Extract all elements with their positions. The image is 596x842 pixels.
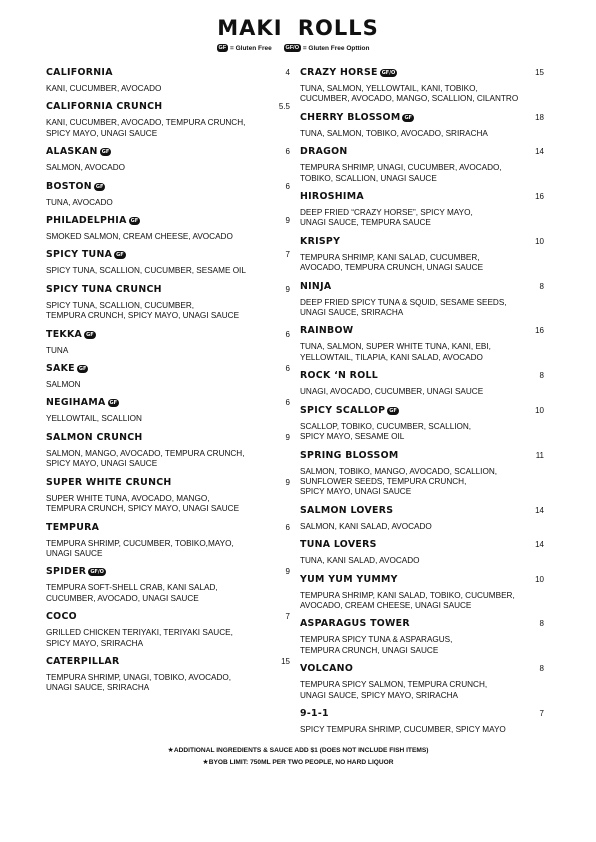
menu-item-description-line: TUNA, AVOCADO	[46, 197, 113, 207]
menu-item	[300, 662, 544, 701]
menu-item-name-text: SPIDER	[46, 566, 87, 578]
menu-item-description-line: AVOCADO, CREAM CHEESE, UNAGI SAUCE	[300, 600, 472, 610]
menu-item-description-line: KANI, CUCUMBER, AVOCADO	[46, 84, 162, 93]
menu-item-description-line: DEEP FRIED SPICY TUNA & SQUID, SESAME SEEDS,	[300, 297, 507, 307]
menu-item-name-text: KRISPY	[300, 235, 341, 247]
menu-item-name-text: YUM YUM YUMMY	[300, 573, 398, 585]
menu-title: MAKI ROLLS	[217, 16, 379, 40]
menu-column-left	[46, 66, 290, 694]
menu-footer	[0, 745, 596, 768]
menu-item-price: 7	[285, 612, 290, 622]
menu-item-name	[46, 248, 286, 262]
menu-item-description	[300, 518, 540, 532]
menu-item-name	[300, 538, 540, 552]
menu-item-description-line: SPICY MAYO, UNAGI SAUCE	[46, 459, 158, 469]
menu-item-name	[46, 362, 286, 376]
menu-item-description-line: SPICY MAYO, UNAGI SAUCE	[46, 128, 158, 138]
menu-item-name-text: CALIFORNIA	[46, 67, 113, 78]
menu-item-name	[46, 328, 286, 342]
menu-item-description	[300, 463, 540, 498]
menu-item-price: 14	[535, 505, 544, 515]
menu-item	[300, 573, 544, 612]
menu-item-name	[300, 617, 540, 631]
menu-item-price: 9	[285, 477, 290, 487]
menu-item	[46, 248, 290, 276]
menu-item-description-line: GRILLED CHICKEN TERIYAKI, TERIYAKI SAUCE,	[46, 628, 233, 638]
menu-item-price: 6	[285, 364, 290, 374]
gluten-free-badge: GF	[109, 400, 118, 407]
menu-item-name-text: SALMON CRUNCH	[46, 431, 143, 443]
menu-item-description-line: TUNA, KANI SALAD, AVOCADO	[300, 556, 420, 566]
menu-item-name-text: CALIFORNIA CRUNCH	[46, 101, 163, 113]
menu-item-price: 6	[285, 398, 290, 408]
menu-item-name	[46, 214, 286, 228]
menu-item-price: 10	[535, 405, 544, 415]
gluten-free-option-badge: GF/O	[285, 45, 299, 51]
menu-item-price: 9	[285, 284, 290, 294]
menu-item-name	[46, 431, 286, 445]
menu-item-description	[300, 418, 540, 443]
menu-item-description-line: TEMPURA SPICY SALMON, TEMPURA CRUNCH,	[300, 680, 488, 690]
menu-item-price: 4	[285, 68, 290, 77]
menu-item-description-line: KANI, CUCUMBER, AVOCADO, TEMPURA CRUNCH,	[46, 118, 246, 128]
menu-item-description-line: YELLOWTAIL, TILAPIA, KANI SALAD, AVOCADO	[300, 352, 483, 362]
menu-item-description-line: UNAGI SAUCE	[46, 548, 103, 558]
gluten-legend	[0, 44, 596, 52]
menu-item-name	[300, 662, 540, 676]
menu-item-description-line: SPICY TUNA, SCALLION, CUCUMBER, SESAME OIL	[46, 266, 246, 276]
menu-item-description-line: SMOKED SALMON, CREAM CHEESE, AVOCADO	[46, 232, 233, 242]
menu-item-price: 8	[539, 619, 544, 629]
menu-item-name-text: SPICY TUNA CRUNCH	[46, 283, 162, 295]
menu-item	[46, 66, 290, 94]
menu-item-description-line: SPICY MAYO, SESAME OIL	[300, 432, 405, 442]
menu-item	[46, 214, 290, 242]
menu-item-description	[300, 383, 540, 397]
menu-item-price: 16	[535, 326, 544, 336]
gluten-free-badge: GF	[404, 114, 412, 121]
menu-item	[300, 111, 544, 139]
menu-item-price: 16	[535, 192, 544, 202]
menu-item-description	[46, 410, 286, 424]
menu-item-description	[300, 80, 540, 105]
menu-item-description-line: DEEP FRIED “CRAZY HORSE”, SPICY MAYO,	[300, 208, 473, 218]
menu-item-description-line: SPICY TUNA, SCALLION, CUCUMBER,	[46, 300, 195, 310]
menu-item-description	[46, 535, 286, 560]
menu-item-description	[46, 194, 286, 208]
gluten-free-badge: GF	[116, 252, 124, 259]
menu-item-name-text: CRAZY HORSE	[300, 67, 378, 78]
menu-item-name-text: TUNA LOVERS	[300, 539, 377, 551]
menu-item-description-line: UNAGI SAUCE, SRIRACHA	[300, 308, 404, 318]
menu-item-name	[46, 655, 286, 669]
gluten-free-badge: GF	[101, 149, 110, 156]
menu-item-description-line: TEMPURA CRUNCH, UNAGI SAUCE	[300, 645, 439, 655]
menu-item-name-text: VOLCANO	[300, 663, 354, 675]
menu-item-price: 10	[535, 574, 544, 584]
menu-item	[46, 100, 290, 139]
menu-item-description-line: UNAGI, AVOCADO, CUCUMBER, UNAGI SAUCE	[300, 387, 484, 397]
menu-item-description	[46, 159, 286, 173]
menu-item-name	[46, 180, 286, 194]
menu-item-name	[300, 324, 540, 338]
menu-item-name-text: NINJA	[300, 280, 332, 292]
gluten-free-label: = Gluten Free	[230, 44, 272, 52]
menu-item-price: 10	[535, 236, 544, 246]
menu-item-description-line: TEMPURA SOFT-SHELL CRAB, KANI SALAD,	[46, 583, 218, 593]
menu-item-name-text: PHILADELPHIA	[46, 215, 127, 227]
menu-item-description	[300, 294, 540, 319]
menu-item	[300, 66, 544, 105]
gluten-free-badge: GF/O	[381, 70, 396, 76]
menu-item-description	[46, 579, 286, 604]
menu-item-price: 8	[539, 281, 544, 291]
menu-item-description-line: TEMPURA SHRIMP, UNAGI, TOBIKO, AVOCADO,	[46, 672, 232, 682]
menu-item-description-line: SUPER WHITE TUNA, AVOCADO, MANGO,	[46, 493, 210, 503]
menu-item	[46, 145, 290, 173]
menu-column-right	[300, 66, 544, 735]
menu-item-description-line: SPICY MAYO, UNAGI SAUCE	[300, 487, 412, 497]
menu-item-description	[300, 204, 540, 229]
menu-item-price: 6	[285, 181, 290, 191]
menu-item	[46, 180, 290, 208]
menu-item-name	[46, 283, 286, 297]
menu-item	[300, 707, 544, 735]
menu-item-description	[46, 490, 286, 515]
menu-item-name-text: DRAGON	[300, 146, 348, 158]
menu-item-description-line: SALMON, KANI SALAD, AVOCADO	[300, 521, 432, 531]
menu-item	[300, 190, 544, 229]
menu-item-name	[46, 521, 286, 535]
star-icon: ★	[167, 747, 174, 754]
menu-item	[300, 235, 544, 274]
menu-item-description-line: TEMPURA SPICY TUNA & ASPARAGUS,	[300, 635, 453, 645]
menu-item	[46, 431, 290, 470]
menu-item-name	[300, 145, 540, 159]
menu-item-description-line: SCALLOP, TOBIKO, CUCUMBER, SCALLION,	[300, 421, 472, 431]
menu-item-price: 9	[285, 216, 290, 226]
menu-item-name-text: TEMPURA	[46, 521, 100, 533]
menu-item-description-line: SPICY TEMPURA SHRIMP, CUCUMBER, SPICY MAYO	[300, 724, 506, 734]
menu-item-name	[300, 707, 540, 721]
menu-item-price: 6	[285, 522, 290, 532]
menu-item-price: 15	[535, 68, 544, 77]
menu-item-price: 9	[285, 567, 290, 577]
menu-item-description-line: TEMPURA SHRIMP, KANI SALAD, CUCUMBER,	[300, 252, 480, 262]
menu-item-name	[300, 449, 540, 463]
menu-item-price: 15	[281, 656, 290, 666]
menu-item-description-line: CUCUMBER, AVOCADO, UNAGI SAUCE	[46, 593, 199, 603]
gluten-free-badge: GF	[86, 331, 94, 338]
menu-item-description	[46, 297, 286, 322]
footer-note-text: BYOB LIMIT: 750ML PER TWO PEOPLE, NO HARD LIQUOR	[208, 758, 394, 766]
menu-item-description	[300, 552, 540, 566]
menu-item-description	[46, 262, 286, 276]
menu-item	[46, 283, 290, 322]
footer-note	[0, 745, 596, 757]
menu-item-description-line: TUNA, SALMON, YELLOWTAIL, KANI, TOBIKO,	[300, 84, 478, 93]
menu-item	[300, 449, 544, 498]
menu-item-name-text: CATERPILLAR	[46, 655, 120, 667]
menu-item-name	[46, 145, 286, 159]
menu-item-name-text: COCO	[46, 611, 77, 623]
menu-item-name-text: CHERRY BLOSSOM	[300, 111, 401, 123]
menu-item	[46, 396, 290, 424]
menu-item-description-line: SALMON, AVOCADO	[46, 163, 126, 173]
menu-item	[300, 617, 544, 656]
menu-item-price: 14	[535, 147, 544, 157]
gluten-free-badge: GF	[130, 218, 139, 225]
menu-item-description-line: TEMPURA SHRIMP, UNAGI, CUCUMBER, AVOCADO,	[300, 163, 502, 173]
menu-item-description-line: TOBIKO, SCALLION, UNAGI SAUCE	[300, 173, 437, 183]
menu-item-price: 6	[285, 329, 290, 339]
menu-item-name-text: TEKKA	[46, 328, 83, 340]
star-icon: ★	[202, 758, 209, 766]
menu-item	[46, 521, 290, 560]
menu-item-description-line: TEMPURA CRUNCH, SPICY MAYO, UNAGI SAUCE	[46, 504, 240, 514]
menu-item-price: 8	[539, 664, 544, 674]
menu-item-name-text: SUPER WHITE CRUNCH	[46, 476, 172, 488]
gluten-free-badge: GF	[389, 407, 397, 414]
menu-item-description-line: SUNFLOWER SEEDS, TEMPURA CRUNCH,	[300, 476, 467, 486]
menu-item-name	[46, 66, 286, 80]
menu-item-description-line: TUNA	[46, 345, 69, 355]
gluten-free-badge: GF	[218, 45, 227, 51]
menu-item-name-text: SALMON LOVERS	[300, 504, 394, 516]
menu-item-description	[46, 669, 286, 694]
menu-item-description-line: CUCUMBER, AVOCADO, MANGO, SCALLION, CILANTRO	[300, 94, 519, 104]
menu-item-description-line: TUNA, SALMON, TOBIKO, AVOCADO, SRIRACHA	[300, 128, 488, 138]
menu-item-description-line: SALMON, TOBIKO, MANGO, AVOCADO, SCALLION,	[300, 466, 498, 476]
menu-item-description	[46, 376, 286, 390]
menu-item	[300, 280, 544, 319]
menu-item-name-text: SAKE	[46, 363, 75, 375]
gluten-free-badge: GF	[95, 183, 104, 190]
menu-item-name-text: ASPARAGUS TOWER	[300, 618, 410, 630]
menu-item-price: 14	[535, 540, 544, 550]
menu-item	[300, 504, 544, 532]
menu-item-description	[46, 342, 286, 356]
menu-item-description	[300, 721, 540, 735]
menu-item-price: 9	[285, 432, 290, 442]
menu-item-price: 7	[285, 250, 290, 260]
menu-item	[46, 655, 290, 694]
menu-item	[46, 362, 290, 390]
menu-item-price: 11	[535, 450, 544, 460]
menu-item-name	[46, 610, 286, 624]
menu-item-description	[300, 249, 540, 274]
gluten-free-badge: GF/O	[90, 569, 104, 576]
menu-item-price: 8	[539, 371, 544, 381]
menu-item-name-text: ROCK ‘N ROLL	[300, 370, 379, 382]
menu-item-description-line: AVOCADO, TEMPURA CRUNCH, UNAGI SAUCE	[300, 263, 484, 273]
gluten-free-badge: GF	[78, 366, 87, 373]
menu-item	[300, 324, 544, 363]
menu-item-description	[300, 159, 540, 184]
menu-item-description-line: TEMPURA SHRIMP, CUCUMBER, TOBIKO,MAYO,	[46, 538, 234, 548]
menu-item-name	[300, 504, 540, 518]
menu-item-name	[300, 111, 540, 125]
menu-item-name	[300, 369, 540, 383]
menu-item-name-text: 9-1-1	[300, 707, 329, 719]
menu-item	[46, 565, 290, 604]
menu-item-description	[46, 624, 286, 649]
menu-item-description	[46, 80, 286, 94]
footer-note-text: ADDITIONAL INGREDIENTS & SAUCE ADD $1 (DOES NOT INCLUDE FISH ITEMS)	[173, 747, 429, 754]
menu-item-name	[46, 565, 286, 579]
menu-item-name	[300, 190, 540, 204]
menu-item-price: 18	[535, 112, 544, 122]
menu-item-name-text: SPICY SCALLOP	[300, 404, 386, 416]
menu-item-name-text: RAINBOW	[300, 325, 354, 337]
menu-item-description	[46, 114, 286, 139]
menu-item-name	[300, 280, 540, 294]
menu-item-description	[46, 445, 286, 470]
footer-note	[0, 757, 596, 769]
menu-item	[300, 145, 544, 184]
menu-item-description	[46, 228, 286, 242]
menu-item-name	[46, 396, 286, 410]
menu-item-description-line: TEMPURA CRUNCH, SPICY MAYO, UNAGI SAUCE	[46, 311, 240, 321]
menu-item-price: 5.5	[278, 102, 290, 112]
menu-item-description-line: SALMON, MANGO, AVOCADO, TEMPURA CRUNCH,	[46, 448, 245, 458]
menu-item-description-line: UNAGI SAUCE, SRIRACHA	[46, 683, 150, 693]
menu-item-description-line: TEMPURA SHRIMP, KANI SALAD, TOBIKO, CUCUMBER,	[300, 590, 515, 600]
menu-item	[46, 610, 290, 649]
menu-item-name-text: SPICY TUNA	[46, 249, 113, 261]
menu-item-name	[300, 66, 540, 80]
menu-item	[300, 369, 544, 397]
menu-item-description-line: SPICY MAYO, SRIRACHA	[46, 638, 144, 648]
menu-item-description	[300, 125, 540, 139]
menu-item-name-text: SPRING BLOSSOM	[300, 449, 399, 461]
menu-item	[46, 476, 290, 515]
menu-item-name-text: NEGIHAMA	[46, 397, 106, 409]
menu-item-description	[300, 631, 540, 656]
menu-item-description-line: SALMON	[46, 380, 81, 390]
menu-item-name	[46, 476, 286, 490]
menu-item-name	[46, 100, 286, 114]
menu-item-name-text: BOSTON	[46, 180, 92, 192]
menu-item-description-line: YELLOWTAIL, SCALLION	[46, 414, 142, 424]
menu-item-description-line: UNAGI SAUCE, SPICY MAYO, SRIRACHA	[300, 690, 459, 700]
menu-item-price: 6	[285, 147, 290, 157]
menu-item-description	[300, 676, 540, 701]
gluten-free-option-label: = Gluten Free Opttion	[302, 44, 370, 52]
menu-item-description-line: UNAGI SAUCE, TEMPURA SAUCE	[300, 218, 431, 228]
menu-item-name	[300, 573, 540, 587]
menu-item-price: 7	[539, 708, 544, 718]
menu-item-description	[300, 338, 540, 363]
menu-item-name-text: HIROSHIMA	[300, 191, 364, 203]
menu-item-description	[300, 587, 540, 612]
menu-item	[46, 328, 290, 356]
menu-item-description-line: TUNA, SALMON, SUPER WHITE TUNA, KANI, EBI,	[300, 342, 491, 352]
menu-item	[300, 404, 544, 443]
menu-item	[300, 538, 544, 566]
menu-item-name	[300, 235, 540, 249]
menu-item-name-text: ALASKAN	[46, 146, 98, 158]
menu-item-name	[300, 404, 540, 418]
